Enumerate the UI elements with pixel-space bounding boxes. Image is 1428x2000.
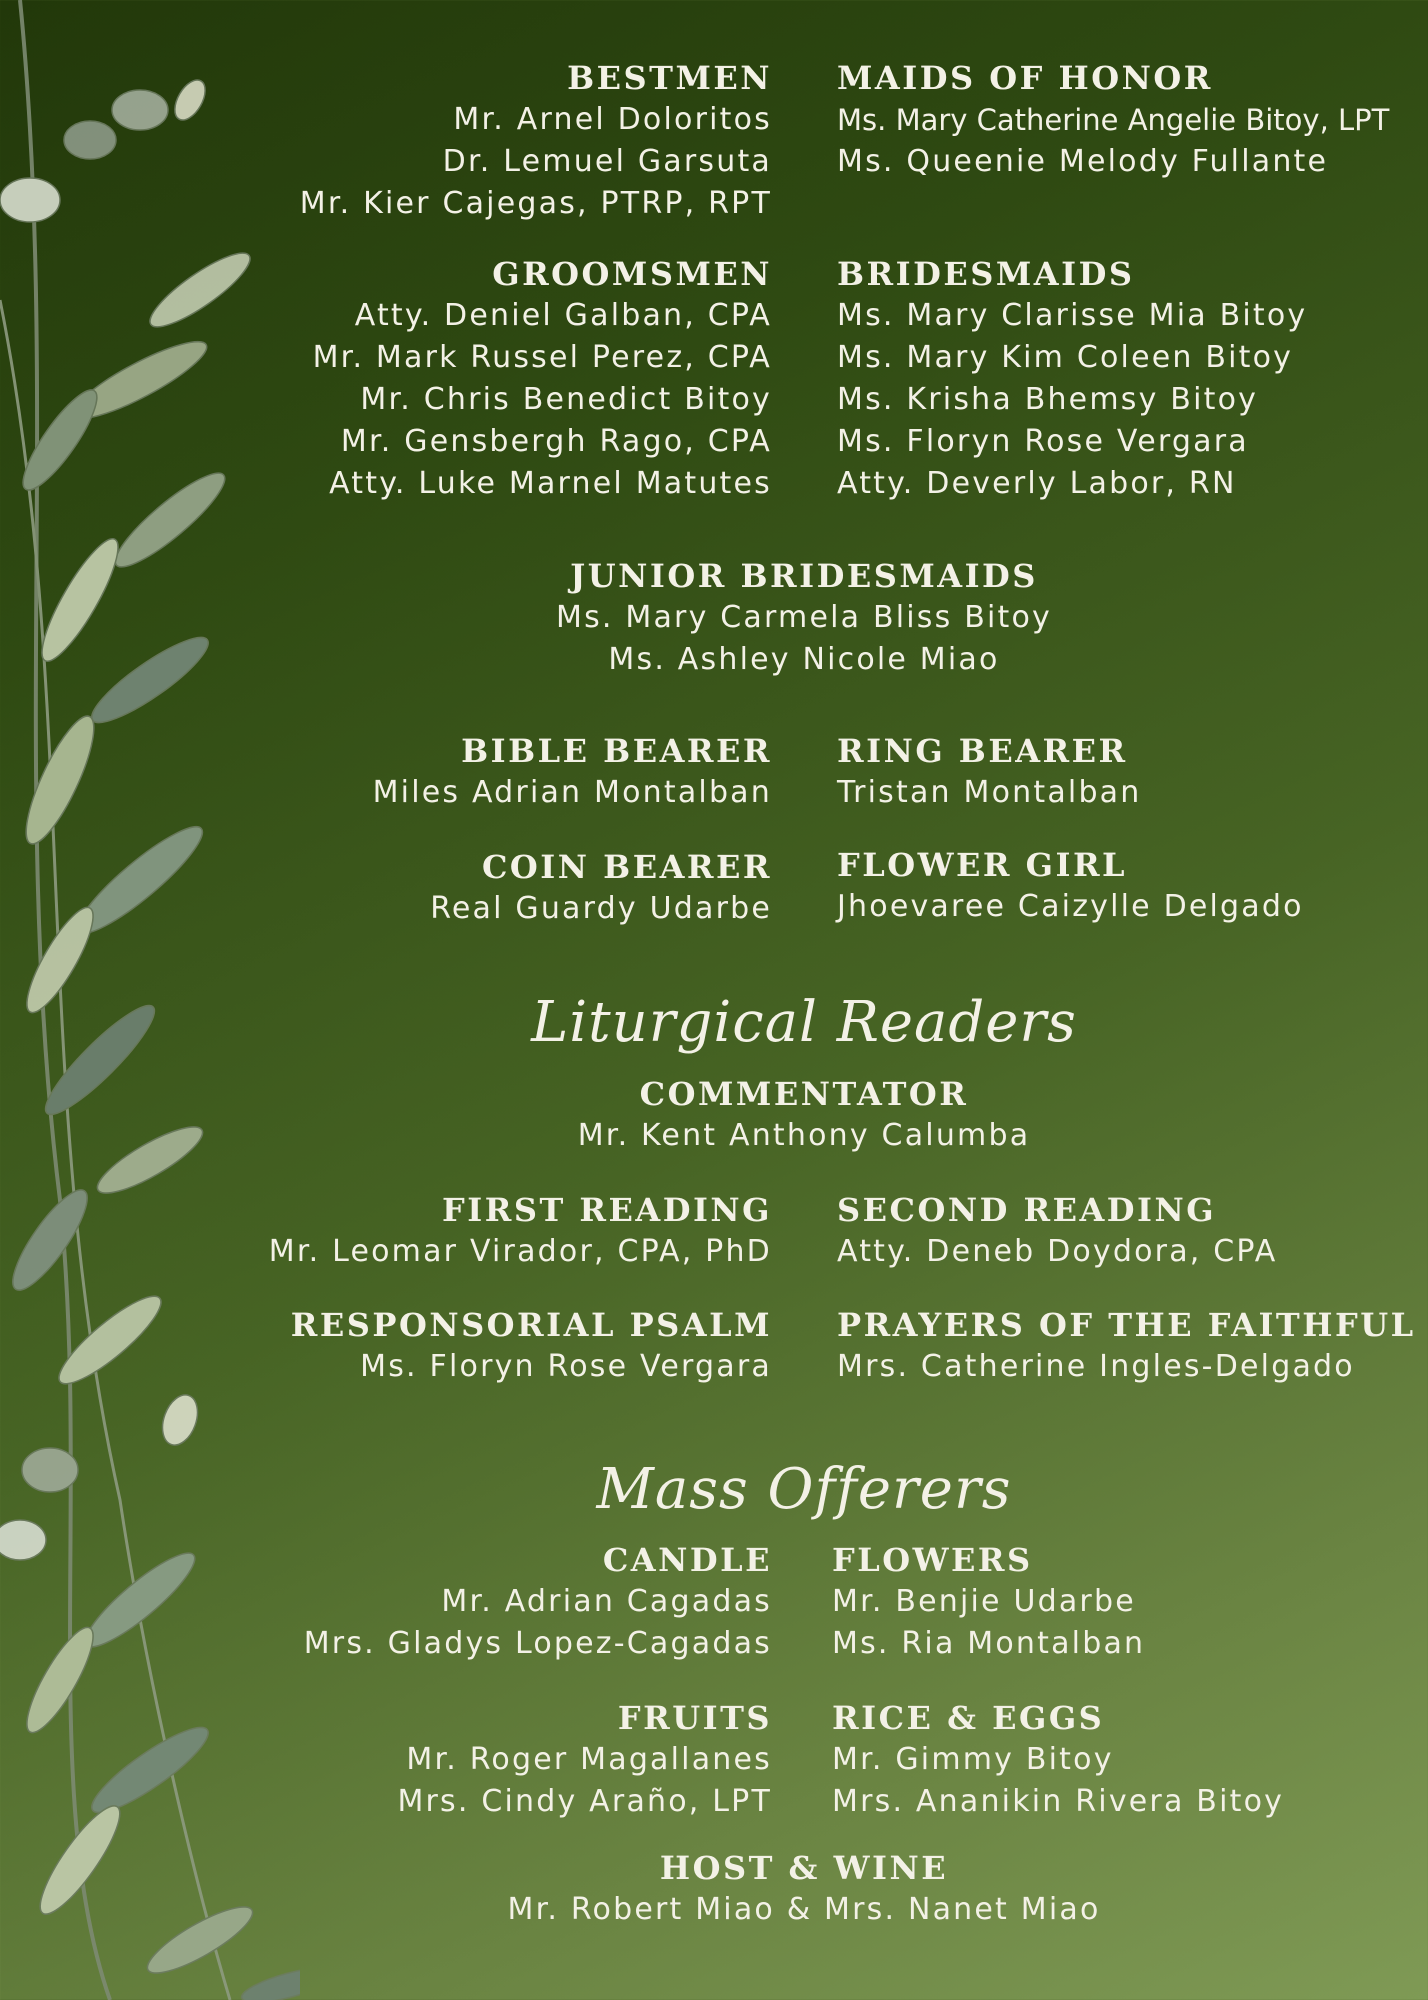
bridesmaid-name: Atty. Deverly Labor, RN [837,466,1237,501]
coin-bearer-section [12,847,772,930]
bridesmaid-name: Ms. Floryn Rose Vergara [837,424,1249,459]
groomsmen-section [12,254,772,505]
offerers-heading-group [0,1455,1428,1525]
maids-of-honor-section [837,58,1428,183]
junior-bridesmaid-name: Ms. Ashley Nicole Miao [608,642,1000,677]
flowers-title: FLOWERS [832,1541,1033,1579]
maids-of-honor-title: MAIDS OF HONOR [837,59,1213,97]
responsorial-psalm-section [12,1305,772,1388]
flowers-section [832,1540,1428,1665]
rice-eggs-title: RICE & EGGS [832,1699,1105,1737]
fruits-name: Mrs. Cindy Araño, LPT [397,1784,772,1819]
coin-bearer-name: Real Guardy Udarbe [430,891,772,926]
bible-bearer-name: Miles Adrian Montalban [372,775,772,810]
bestmen-section [12,58,772,225]
commentator-title: COMMENTATOR [639,1075,969,1113]
second-reading-section [837,1190,1428,1273]
groomsmen-title: GROOMSMEN [492,255,772,293]
candle-name: Mr. Adrian Cagadas [441,1584,772,1619]
bestmen-title: BESTMEN [567,59,772,97]
fruits-name: Mr. Roger Magallanes [406,1742,772,1777]
junior-bridesmaid-name: Ms. Mary Carmela Bliss Bitoy [556,600,1052,635]
bible-bearer-title: BIBLE BEARER [461,732,772,770]
prayers-of-the-faithful-name: Mrs. Catherine Ingles-Delgado [837,1349,1355,1384]
bridesmaid-name: Ms. Mary Kim Coleen Bitoy [837,340,1294,375]
groomsman-name: Atty. Luke Marnel Matutes [329,466,772,501]
fruits-title: FRUITS [617,1699,772,1737]
prayers-of-the-faithful-title: PRAYERS OF THE FAITHFUL [837,1306,1416,1344]
host-wine-title: HOST & WINE [659,1849,949,1887]
rice-eggs-name: Mr. Gimmy Bitoy [832,1742,1114,1777]
flowers-name: Ms. Ria Montalban [832,1626,1146,1661]
host-wine-section [0,1848,1428,1931]
groomsman-name: Mr. Gensbergh Rago, CPA [340,424,772,459]
prayers-of-the-faithful-section [837,1305,1428,1388]
ring-bearer-title: RING BEARER [837,732,1128,770]
flower-girl-section [837,845,1428,928]
bridesmaid-name: Ms. Mary Clarisse Mia Bitoy [837,298,1308,333]
candle-section [12,1540,772,1665]
first-reading-title: FIRST READING [442,1191,772,1229]
second-reading-name: Atty. Deneb Doydora, CPA [837,1234,1278,1269]
fruits-section [12,1698,772,1823]
bible-bearer-section [12,731,772,814]
ring-bearer-section [837,731,1428,814]
groomsman-name: Mr. Chris Benedict Bitoy [360,382,772,417]
liturgical-heading-group [0,988,1428,1058]
mass-offerers-heading: Mass Offerers [596,1457,1012,1522]
commentator-section [0,1074,1428,1157]
rice-eggs-section [832,1698,1428,1823]
bridesmaids-section [837,254,1428,505]
flower-girl-name: Jhoevaree Caizylle Delgado [837,889,1304,924]
responsorial-psalm-title: RESPONSORIAL PSALM [290,1306,772,1344]
first-reading-section [12,1190,772,1273]
bestmen-name: Mr. Kier Cajegas, PTRP, RPT [299,186,772,221]
junior-bridesmaids-title: JUNIOR BRIDESMAIDS [570,557,1038,595]
ring-bearer-name: Tristan Montalban [837,775,1142,810]
first-reading-name: Mr. Leomar Virador, CPA, PhD [268,1234,772,1269]
coin-bearer-title: COIN BEARER [481,848,772,886]
maid-of-honor-name: Ms. Queenie Melody Fullante [837,144,1329,179]
bestmen-name: Dr. Lemuel Garsuta [442,144,772,179]
responsorial-psalm-name: Ms. Floryn Rose Vergara [360,1349,772,1384]
bridesmaids-title: BRIDESMAIDS [837,255,1135,293]
candle-title: CANDLE [602,1541,772,1579]
liturgical-readers-heading: Liturgical Readers [531,990,1077,1055]
host-wine-name: Mr. Robert Miao & Mrs. Nanet Miao [507,1892,1101,1927]
rice-eggs-name: Mrs. Ananikin Rivera Bitoy [832,1784,1285,1819]
commentator-name: Mr. Kent Anthony Calumba [577,1118,1031,1153]
groomsman-name: Mr. Mark Russel Perez, CPA [312,340,772,375]
groomsman-name: Atty. Deniel Galban, CPA [354,298,772,333]
flower-girl-title: FLOWER GIRL [837,846,1128,884]
candle-name: Mrs. Gladys Lopez-Cagadas [303,1626,772,1661]
bestmen-name: Mr. Arnel Doloritos [453,102,772,137]
junior-bridesmaids-group [0,556,1428,681]
flowers-name: Mr. Benjie Udarbe [832,1584,1136,1619]
maid-of-honor-name: Ms. Mary Catherine Angelie Bitoy, LPT [837,103,1390,137]
bridesmaid-name: Ms. Krisha Bhemsy Bitoy [837,382,1259,417]
second-reading-title: SECOND READING [837,1191,1217,1229]
